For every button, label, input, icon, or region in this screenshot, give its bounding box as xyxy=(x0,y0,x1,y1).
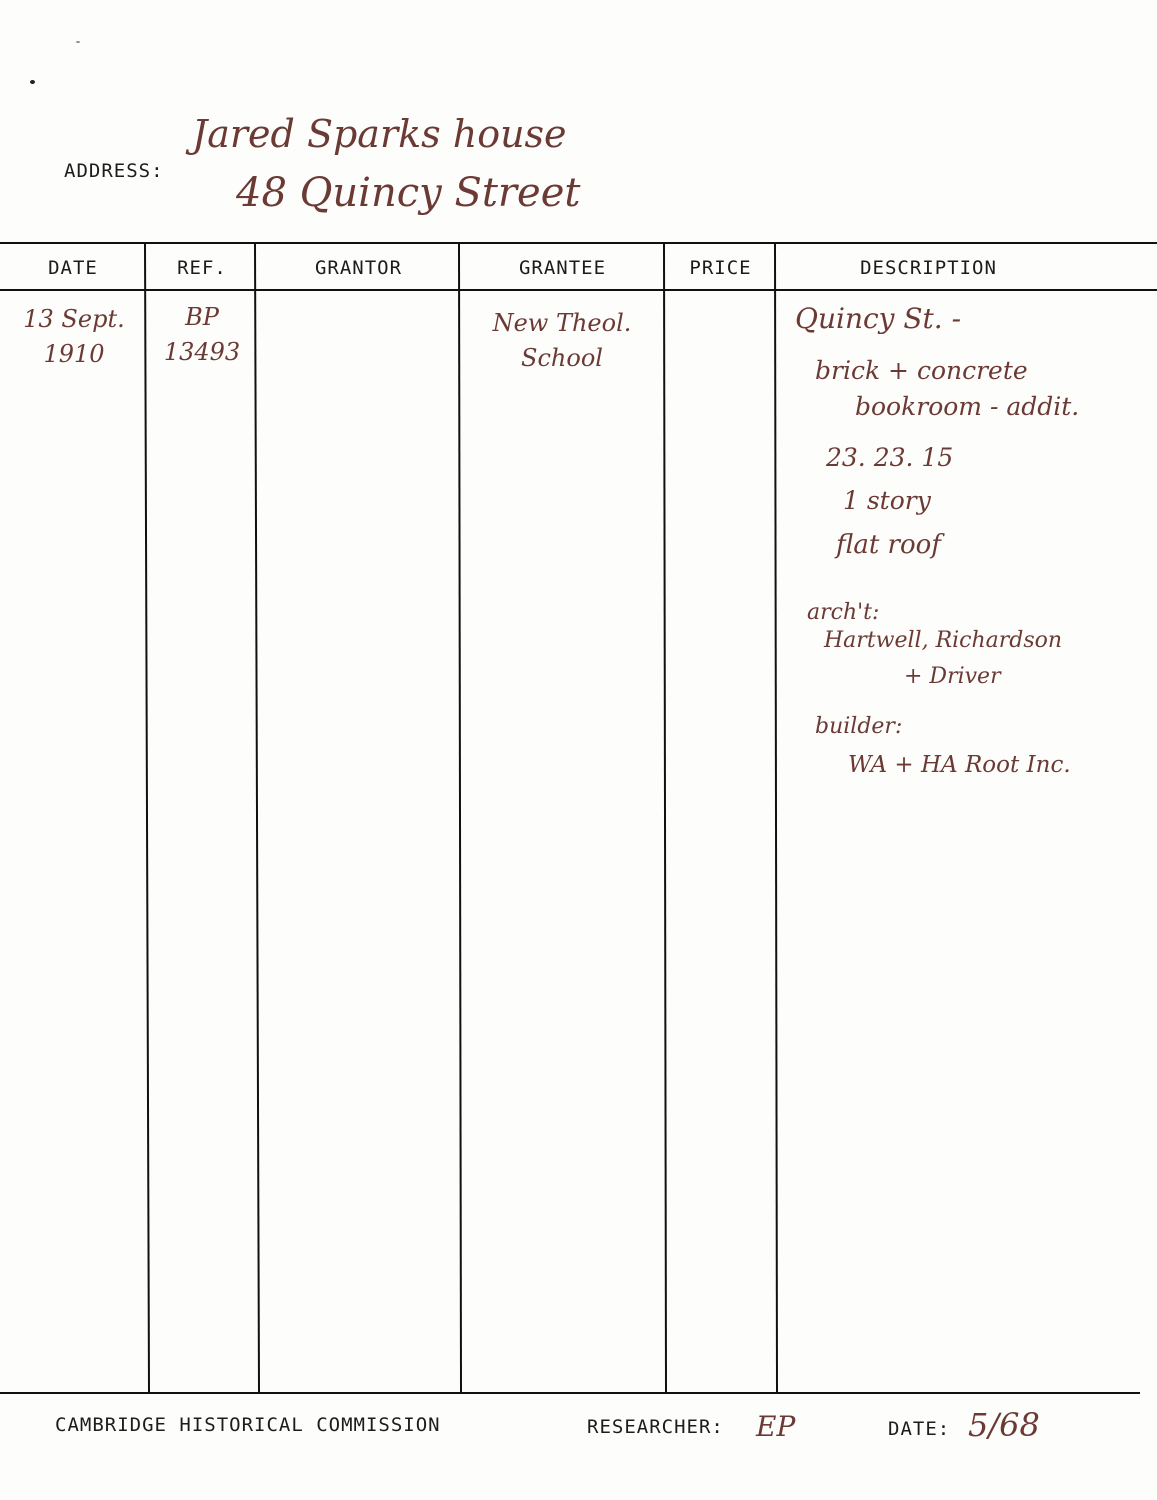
description-line: WA + HA Root Inc. xyxy=(848,752,1071,778)
stray-mark xyxy=(76,41,80,43)
address-label: ADDRESS: xyxy=(64,160,164,182)
address-line-2: 48 Quincy Street xyxy=(236,170,581,216)
column-header-ref: REF. xyxy=(177,257,227,279)
description-line: arch't: xyxy=(807,600,880,625)
column-divider xyxy=(254,242,260,1392)
entry-grantee-line-2: School xyxy=(521,343,603,372)
description-line: 23. 23. 15 xyxy=(826,443,954,472)
footer-organization: CAMBRIDGE HISTORICAL COMMISSION xyxy=(55,1414,441,1436)
description-line: Hartwell, Richardson xyxy=(824,628,1063,653)
footer-date-label: DATE: xyxy=(888,1418,951,1440)
description-line: flat roof xyxy=(836,530,941,560)
entry-date-year: 1910 xyxy=(43,339,105,368)
column-divider xyxy=(774,242,778,1392)
entry-date xyxy=(8,302,140,372)
description-line: bookroom - addit. xyxy=(855,392,1080,421)
column-divider xyxy=(144,242,150,1392)
column-header-date: DATE xyxy=(48,257,98,279)
description-line: 1 story xyxy=(843,486,931,515)
stray-mark xyxy=(30,80,35,84)
entry-date-day: 13 Sept. xyxy=(23,305,125,333)
entry-grantee-line-1: New Theol. xyxy=(492,309,632,337)
table-top-rule xyxy=(0,242,1157,244)
footer-date-value: 5/68 xyxy=(968,1406,1040,1444)
header-bottom-rule xyxy=(0,289,1157,291)
description-line: Quincy St. - xyxy=(795,302,962,335)
column-header-description: DESCRIPTION xyxy=(860,257,997,279)
footer-researcher-label: RESEARCHER: xyxy=(587,1416,724,1438)
column-header-grantor: GRANTOR xyxy=(314,257,403,279)
column-header-grantee: GRANTEE xyxy=(518,257,607,279)
column-divider xyxy=(663,242,667,1392)
column-divider xyxy=(458,242,462,1392)
address-line-1: Jared Sparks house xyxy=(192,112,567,156)
entry-ref xyxy=(150,300,254,370)
entry-ref-number: 13493 xyxy=(163,337,241,366)
table-bottom-rule xyxy=(0,1392,1140,1394)
description-line: brick + concrete xyxy=(815,356,1028,385)
entry-ref-type: BP xyxy=(185,303,219,331)
description-line: + Driver xyxy=(904,664,1001,689)
footer-researcher-value: EP xyxy=(756,1410,796,1443)
entry-grantee xyxy=(463,306,661,376)
description-line: builder: xyxy=(815,714,903,739)
column-header-price: PRICE xyxy=(689,257,752,279)
